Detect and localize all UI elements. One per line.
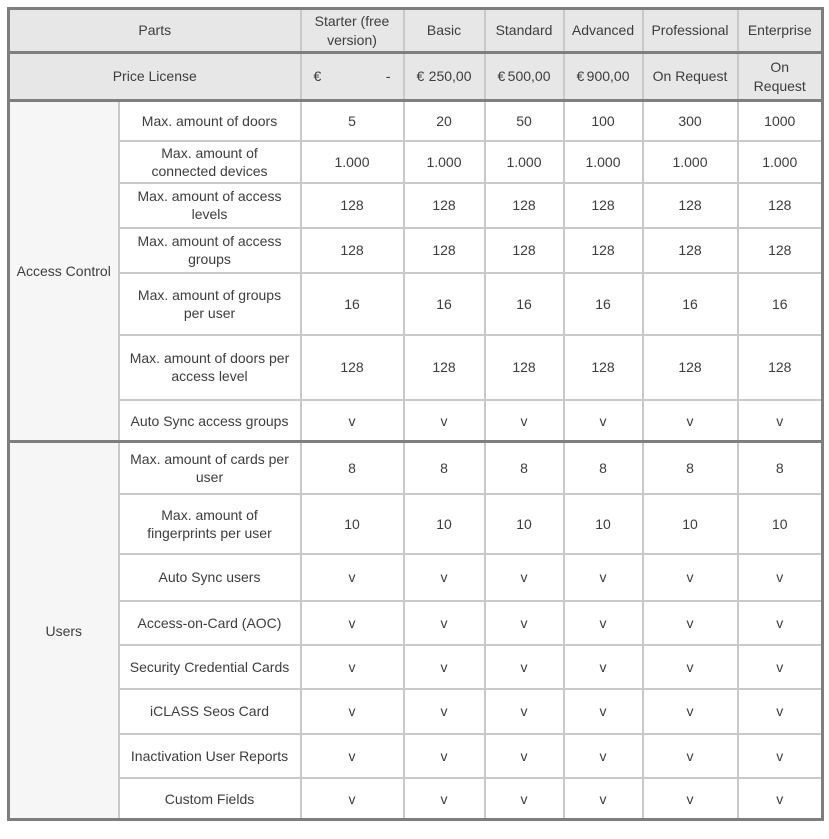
price-cell-professional [643,53,738,101]
value-cell: v [738,601,823,645]
value-cell: 10 [301,494,404,554]
price-cell-basic [404,53,485,101]
value-cell: v [404,554,485,601]
value-cell: 1.000 [643,141,738,183]
value-cell: 128 [301,335,404,400]
feature-label: Max. amount of doors per access level [119,335,301,400]
value-cell: 1.000 [301,141,404,183]
feature-label: iCLASS Seos Card [119,689,301,734]
value-cell: 128 [738,183,823,228]
value-cell: 8 [301,442,404,494]
value-cell: 128 [643,183,738,228]
value-cell: 128 [404,228,485,273]
value-cell: 5 [301,101,404,141]
pricing-table [7,7,824,821]
price-cell-advanced [564,53,643,101]
value-cell: 10 [404,494,485,554]
value-cell: 16 [485,273,564,335]
value-cell: v [564,554,643,601]
section-label-users: Users [9,442,119,820]
value-cell: 16 [738,273,823,335]
value-cell: v [643,554,738,601]
value-cell: v [564,778,643,820]
feature-label: Max. amount of access groups [119,228,301,273]
currency-symbol: € [313,68,322,85]
value-cell: 128 [564,335,643,400]
value-cell: 16 [643,273,738,335]
section-label-access-control: Access Control [9,101,119,442]
value-cell: v [738,400,823,442]
value-cell: v [643,601,738,645]
plan-header-starter: Starter (free version) [301,9,404,53]
value-cell: v [485,689,564,734]
value-cell: 16 [301,273,404,335]
price-license-row [9,53,823,101]
value-cell: v [643,778,738,820]
feature-label: Max. amount of access levels [119,183,301,228]
value-cell: 8 [738,442,823,494]
value-cell: 1000 [738,101,823,141]
value-cell: 128 [738,335,823,400]
value-cell: v [738,778,823,820]
plan-header-advanced: Advanced [564,9,643,53]
value-cell: 128 [404,335,485,400]
value-cell: v [301,554,404,601]
table-row [9,273,823,335]
feature-label: Max. amount of fingerprints per user [119,494,301,554]
value-cell: 8 [404,442,485,494]
value-cell: v [643,400,738,442]
value-cell: v [738,734,823,778]
feature-label: Max. amount of connected devices [119,141,301,183]
price-on-request: On Request [753,59,806,94]
price-license-label: Price License [9,53,301,101]
value-cell: 128 [643,228,738,273]
value-cell: v [301,601,404,645]
plan-header-enterprise: Enterprise [738,9,823,53]
currency-symbol: € [576,68,585,85]
value-cell: v [564,601,643,645]
value-cell: 10 [738,494,823,554]
feature-label: Security Credential Cards [119,645,301,689]
value-cell: 128 [301,183,404,228]
value-cell: v [738,645,823,689]
value-cell: 8 [643,442,738,494]
table-row [9,335,823,400]
value-cell: v [643,645,738,689]
price-cell-starter [301,53,404,101]
feature-label: Max. amount of doors [119,101,301,141]
value-cell: v [564,400,643,442]
plan-header-standard: Standard [485,9,564,53]
feature-label: Access-on-Card (AOC) [119,601,301,645]
value-cell: v [738,689,823,734]
table-row [9,442,823,494]
value-cell: 16 [564,273,643,335]
value-cell: v [564,689,643,734]
value-cell: 128 [485,183,564,228]
value-cell: v [404,601,485,645]
value-cell: 128 [738,228,823,273]
value-cell: v [564,734,643,778]
feature-label: Auto Sync access groups [119,400,301,442]
value-cell: 1.000 [404,141,485,183]
value-cell: 100 [564,101,643,141]
value-cell: 1.000 [485,141,564,183]
feature-label: Custom Fields [119,778,301,820]
table-row [9,645,823,689]
value-cell: v [643,734,738,778]
value-cell: 20 [404,101,485,141]
value-cell: 10 [643,494,738,554]
value-cell: 16 [404,273,485,335]
feature-label: Inactivation User Reports [119,734,301,778]
value-cell: v [485,645,564,689]
price-amount: 500,00 [507,68,551,85]
value-cell: 1.000 [564,141,643,183]
value-cell: 128 [485,335,564,400]
table-header-row [9,9,823,53]
value-cell: 128 [564,183,643,228]
feature-label: Auto Sync users [119,554,301,601]
value-cell: 10 [485,494,564,554]
value-cell: v [643,689,738,734]
price-on-request: On Request [652,68,728,85]
table-row [9,778,823,820]
table-row [9,601,823,645]
value-cell: v [404,689,485,734]
value-cell: 8 [485,442,564,494]
table-row [9,689,823,734]
value-cell: 50 [485,101,564,141]
currency-symbol: € [416,68,425,85]
value-cell: v [485,778,564,820]
value-cell: v [485,601,564,645]
price-amount: 900,00 [586,68,630,85]
value-cell: v [485,554,564,601]
value-cell: v [485,734,564,778]
value-cell: v [301,734,404,778]
value-cell: v [301,778,404,820]
feature-label: Max. amount of groups per user [119,273,301,335]
value-cell: 128 [643,335,738,400]
price-amount: 250,00 [428,68,472,85]
value-cell: 10 [564,494,643,554]
table-row [9,141,823,183]
value-cell: 128 [404,183,485,228]
feature-label: Max. amount of cards per user [119,442,301,494]
value-cell: v [485,400,564,442]
value-cell: v [301,689,404,734]
table-row [9,400,823,442]
plan-header-basic: Basic [404,9,485,53]
table-row [9,101,823,141]
value-cell: 128 [485,228,564,273]
price-cell-standard [485,53,564,101]
value-cell: 8 [564,442,643,494]
value-cell: v [564,645,643,689]
plan-header-professional: Professional [643,9,738,53]
value-cell: 128 [564,228,643,273]
price-cell-enterprise [738,53,823,101]
value-cell: v [301,400,404,442]
value-cell: 300 [643,101,738,141]
parts-header: Parts [9,9,301,53]
value-cell: v [404,778,485,820]
table-row [9,734,823,778]
table-row [9,554,823,601]
table-row [9,228,823,273]
currency-symbol: € [497,68,506,85]
value-cell: v [404,734,485,778]
value-cell: v [404,645,485,689]
table-row [9,494,823,554]
table-row [9,183,823,228]
price-amount: - [385,68,391,85]
value-cell: v [301,645,404,689]
value-cell: 1.000 [738,141,823,183]
value-cell: 128 [301,228,404,273]
value-cell: v [738,554,823,601]
value-cell: v [404,400,485,442]
